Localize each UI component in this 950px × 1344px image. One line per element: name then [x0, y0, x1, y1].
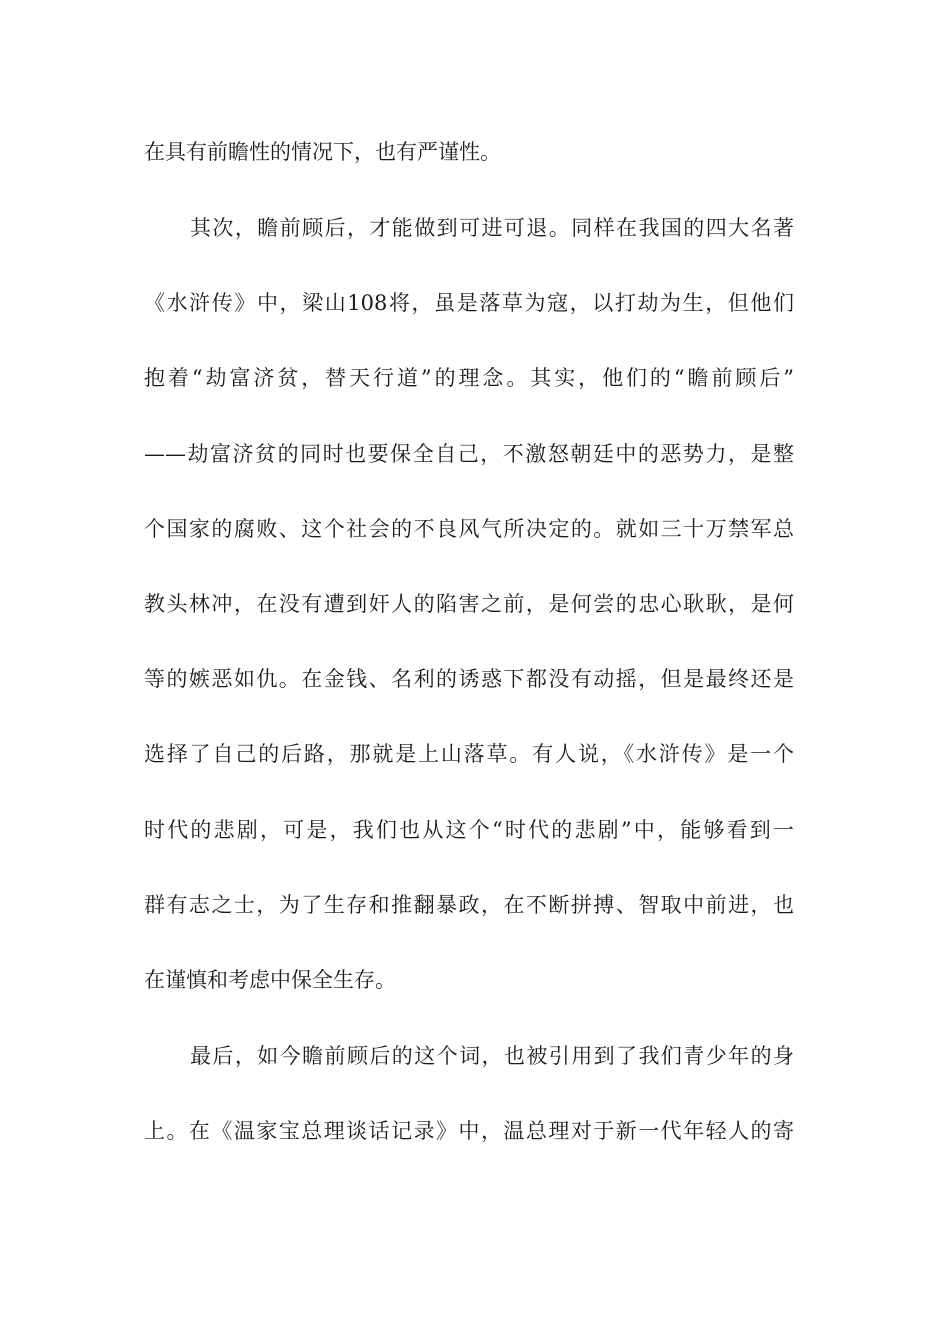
paragraph-first-line: 最后，如今瞻前顾后的这个词，也被引用到了我们青少年的身: [190, 1044, 794, 1068]
text-line: 教头林冲，在没有遭到奸人的陷害之前，是何尝的忠心耿耿，是何: [144, 592, 794, 616]
text-line: 时代的悲剧，可是，我们也从这个“时代的悲剧”中，能够看到一: [144, 818, 794, 842]
text-line: 群有志之士，为了生存和推翻暴政，在不断拼搏、智取中前进，也: [144, 893, 794, 917]
text-line: 《水浒传》中，梁山108将，虽是落草为寇，以打劫为生，但他们: [144, 291, 794, 315]
text-line: ——劫富济贫的同时也要保全自己，不激怒朝廷中的恶势力，是整: [144, 442, 794, 466]
paragraph-first-line: 其次，瞻前顾后，才能做到可进可退。同样在我国的四大名著: [190, 216, 794, 240]
text-line: 在谨慎和考虑中保全生存。: [144, 968, 396, 992]
text-line: 个国家的腐败、这个社会的不良风气所决定的。就如三十万禁军总: [144, 517, 794, 541]
text-line: 上。在《温家宝总理谈话记录》中，温总理对于新一代年轻人的寄: [144, 1119, 794, 1143]
text-line: 在具有前瞻性的情况下，也有严谨性。: [144, 140, 501, 164]
text-line: 抱着“劫富济贫，替天行道”的理念。其实，他们的“瞻前顾后”: [144, 366, 794, 390]
text-line: 等的嫉恶如仇。在金钱、名利的诱惑下都没有动摇，但是最终还是: [144, 667, 794, 691]
text-line: 选择了自己的后路，那就是上山落草。有人说，《水浒传》是一个: [144, 742, 794, 766]
